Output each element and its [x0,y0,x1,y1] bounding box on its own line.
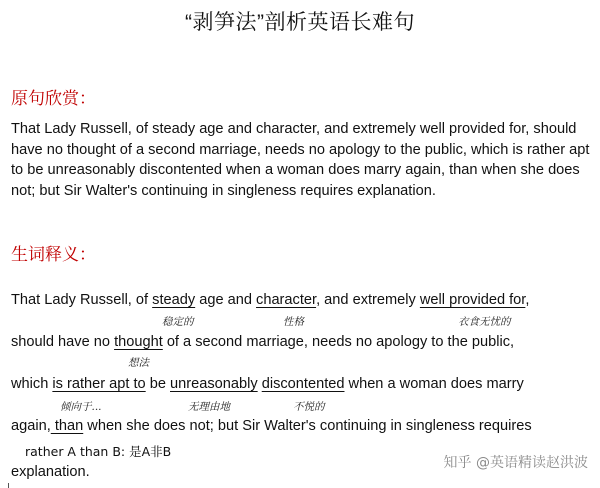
grammar-note: rather A than B: 是A非B [25,444,172,459]
text-segment: again, [11,418,51,434]
text-segment: which [11,376,53,392]
annotation-well-provided: 衣食无忧的 [458,316,511,328]
word-unreasonably: unreasonably [170,376,258,392]
text-segment: age and [195,292,257,308]
annotation-rather-apt: 倾向于... [60,401,102,413]
text-segment: when she does not; but Sir Walter's continuing in singleness requires [83,418,532,434]
word-discontented: discontented [261,376,345,392]
vocab-line-4 [11,418,532,434]
word-thought: thought [114,334,163,350]
word-than: than [50,418,84,434]
annotation-discontented: 不悦的 [293,401,325,413]
annotation-steady: 稳定的 [162,316,194,328]
text-segment: That Lady Russell, of [11,292,153,308]
vocab-line-2 [11,334,514,350]
text-segment: , [525,292,530,308]
original-heading: 原句欣赏： [11,89,96,109]
vocab-line-5 [11,464,90,480]
vocab-line-3 [11,376,524,392]
word-rather-apt: is rather apt to [52,376,146,392]
text-segment: of a second marriage, needs no apology to the public, [162,334,515,350]
text-segment: when a woman does marry [344,376,524,392]
page-title: “剥笋法”剖析英语长难句 [185,11,415,34]
vocab-heading: 生词释义： [11,245,96,265]
word-steady: steady [152,292,196,308]
annotation-character: 性格 [283,316,304,328]
vocab-line-1 [11,292,529,308]
text-segment: explanation. [11,464,90,480]
word-well-provided-for: well provided for [419,292,526,308]
text-segment: be [145,376,171,392]
annotation-unreasonably: 无理由地 [188,401,230,413]
annotation-thought: 想法 [128,357,149,369]
original-sentence: That Lady Russell, of steady age and character, and extremely well provided for, should have no thought of a second marriage, needs no apology to the public, which is rather apt to be unreasonably discontented when a woman does marry again, than when she does not; but Sir Walter's continuing in singleness requires explanation. [11,121,590,199]
word-character: character [256,292,317,308]
watermark: 知乎 @英语精读赵洪波 [443,455,588,471]
margin-tick [8,483,9,488]
text-segment: should have no [11,334,115,350]
text-segment: , and extremely [316,292,420,308]
